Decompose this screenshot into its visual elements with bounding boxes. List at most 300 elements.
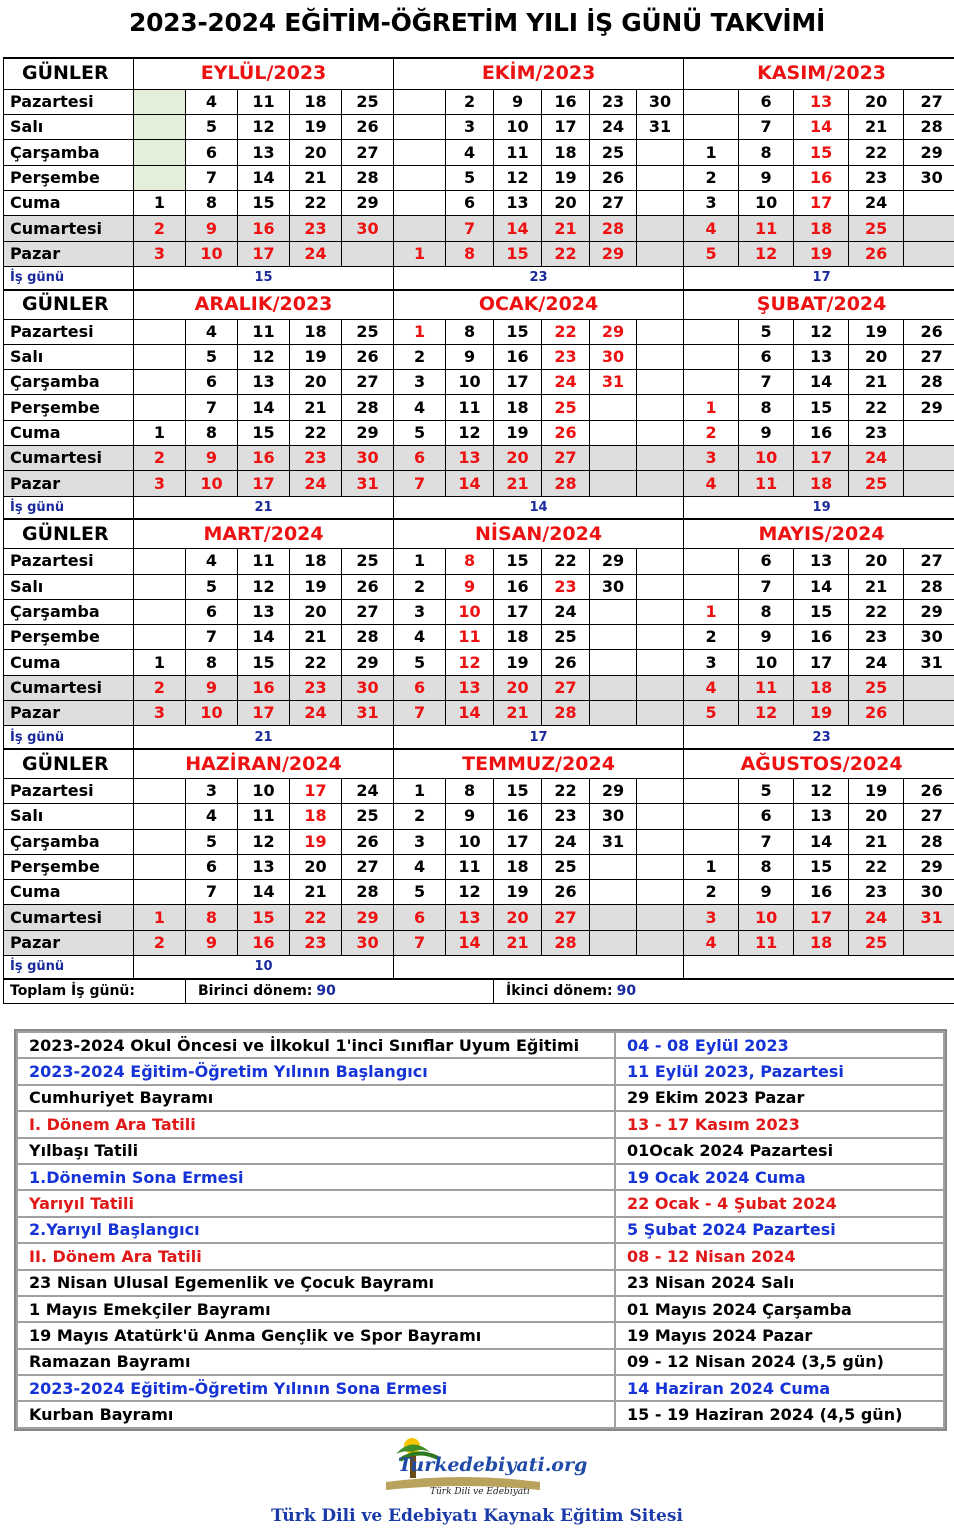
totals-label-text: Toplam İş günü: bbox=[10, 983, 135, 1000]
date-cell: 11 bbox=[739, 471, 794, 496]
event-date: 04 - 08 Eylül 2023 bbox=[615, 1032, 944, 1058]
day-name: Cumartesi bbox=[4, 905, 134, 930]
date-cell: 5 bbox=[684, 701, 739, 726]
totals-row bbox=[4, 979, 954, 1004]
date-cell: 20 bbox=[542, 191, 590, 216]
month-title: ARALIK/2023 bbox=[134, 290, 394, 319]
date-cell: 16 bbox=[794, 625, 849, 650]
date-cell bbox=[134, 599, 186, 624]
date-cell: 17 bbox=[794, 905, 849, 930]
work-days-value: 23 bbox=[684, 726, 954, 749]
date-cell bbox=[394, 140, 446, 165]
date-cell: 29 bbox=[590, 778, 637, 803]
date-cell: 14 bbox=[446, 701, 494, 726]
date-cell: 25 bbox=[542, 395, 590, 420]
date-cell bbox=[134, 395, 186, 420]
event-name: 1.Dönemin Sona Ermesi bbox=[17, 1164, 615, 1190]
event-date: 08 - 12 Nisan 2024 bbox=[615, 1243, 944, 1269]
work-days-value: 21 bbox=[134, 496, 394, 519]
date-cell: 19 bbox=[794, 241, 849, 266]
date-cell: 26 bbox=[342, 574, 394, 599]
date-cell: 11 bbox=[238, 319, 290, 344]
date-cell: 8 bbox=[186, 650, 238, 675]
second-term-label: İkinci dönem: bbox=[506, 983, 613, 1000]
date-cell: 30 bbox=[590, 344, 637, 369]
date-cell: 8 bbox=[446, 778, 494, 803]
date-cell: 19 bbox=[494, 650, 542, 675]
date-cell: 28 bbox=[904, 829, 954, 854]
date-cell: 24 bbox=[849, 191, 904, 216]
event-date: 19 Mayıs 2024 Pazar bbox=[615, 1322, 944, 1348]
date-cell: 31 bbox=[637, 115, 684, 140]
date-cell bbox=[394, 165, 446, 190]
date-cell: 17 bbox=[494, 829, 542, 854]
day-row bbox=[4, 701, 954, 726]
date-cell: 28 bbox=[342, 625, 394, 650]
date-cell: 14 bbox=[446, 471, 494, 496]
date-cell: 12 bbox=[238, 574, 290, 599]
date-cell: 25 bbox=[849, 675, 904, 700]
date-cell: 11 bbox=[238, 549, 290, 574]
date-cell: 15 bbox=[494, 549, 542, 574]
work-days-value: 15 bbox=[134, 266, 394, 289]
work-days-label: İş günü bbox=[4, 496, 134, 519]
date-cell bbox=[637, 880, 684, 905]
date-cell: 24 bbox=[849, 905, 904, 930]
date-cell: 31 bbox=[904, 905, 954, 930]
logo-subtext: Türk Dili ve Edebiyatı bbox=[430, 1487, 530, 1497]
month-title: AĞUSTOS/2024 bbox=[684, 749, 954, 778]
date-cell: 26 bbox=[542, 650, 590, 675]
date-cell: 25 bbox=[342, 89, 394, 114]
date-cell: 19 bbox=[290, 344, 342, 369]
date-cell: 22 bbox=[849, 140, 904, 165]
date-cell: 10 bbox=[739, 191, 794, 216]
date-cell bbox=[637, 471, 684, 496]
date-cell: 27 bbox=[342, 599, 394, 624]
date-cell: 19 bbox=[849, 778, 904, 803]
date-cell: 13 bbox=[794, 804, 849, 829]
date-cell: 5 bbox=[446, 165, 494, 190]
date-cell: 21 bbox=[494, 471, 542, 496]
event-name: 2.Yarıyıl Başlangıcı bbox=[17, 1217, 615, 1243]
date-cell: 26 bbox=[590, 165, 637, 190]
date-cell bbox=[590, 905, 637, 930]
work-days-value: 10 bbox=[134, 956, 394, 979]
date-cell: 12 bbox=[494, 165, 542, 190]
site-logo[interactable] bbox=[378, 1432, 588, 1502]
day-name: Çarşamba bbox=[4, 599, 134, 624]
month-title: EKİM/2023 bbox=[394, 58, 684, 89]
date-cell: 30 bbox=[904, 880, 954, 905]
date-cell: 17 bbox=[290, 778, 342, 803]
work-days-row bbox=[4, 956, 954, 979]
date-cell: 20 bbox=[494, 446, 542, 471]
date-cell: 15 bbox=[794, 854, 849, 879]
day-name: Salı bbox=[4, 574, 134, 599]
days-header: GÜNLER bbox=[4, 749, 134, 778]
month-header-row bbox=[4, 519, 954, 548]
date-cell: 11 bbox=[739, 675, 794, 700]
date-cell: 17 bbox=[494, 599, 542, 624]
date-cell bbox=[637, 420, 684, 445]
date-cell: 17 bbox=[238, 471, 290, 496]
work-days-row bbox=[4, 266, 954, 289]
date-cell: 19 bbox=[542, 165, 590, 190]
date-cell: 7 bbox=[186, 395, 238, 420]
date-cell: 5 bbox=[186, 115, 238, 140]
event-row bbox=[17, 1270, 944, 1296]
day-row bbox=[4, 880, 954, 905]
day-row bbox=[4, 446, 954, 471]
day-name: Cumartesi bbox=[4, 446, 134, 471]
date-cell: 14 bbox=[238, 165, 290, 190]
date-cell bbox=[590, 625, 637, 650]
date-cell bbox=[590, 420, 637, 445]
date-cell bbox=[904, 241, 954, 266]
date-cell: 14 bbox=[446, 930, 494, 955]
date-cell: 31 bbox=[590, 370, 637, 395]
date-cell bbox=[134, 804, 186, 829]
date-cell: 11 bbox=[494, 140, 542, 165]
date-cell: 22 bbox=[290, 905, 342, 930]
date-cell bbox=[637, 395, 684, 420]
date-cell: 16 bbox=[794, 165, 849, 190]
event-date: 13 - 17 Kasım 2023 bbox=[615, 1111, 944, 1137]
event-date: 01 Mayıs 2024 Çarşamba bbox=[615, 1296, 944, 1322]
date-cell: 15 bbox=[238, 650, 290, 675]
day-name: Cuma bbox=[4, 191, 134, 216]
date-cell: 17 bbox=[794, 650, 849, 675]
month-title: MAYIS/2024 bbox=[684, 519, 954, 548]
date-cell bbox=[134, 574, 186, 599]
date-cell: 8 bbox=[446, 241, 494, 266]
date-cell: 6 bbox=[394, 905, 446, 930]
date-cell: 6 bbox=[394, 675, 446, 700]
date-cell: 3 bbox=[186, 778, 238, 803]
date-cell: 14 bbox=[794, 115, 849, 140]
date-cell bbox=[637, 650, 684, 675]
day-row bbox=[4, 115, 954, 140]
date-cell: 1 bbox=[684, 395, 739, 420]
day-row bbox=[4, 319, 954, 344]
date-cell: 13 bbox=[446, 446, 494, 471]
month-header-row bbox=[4, 749, 954, 778]
date-cell: 13 bbox=[794, 344, 849, 369]
date-cell: 22 bbox=[849, 599, 904, 624]
date-cell: 18 bbox=[494, 854, 542, 879]
date-cell bbox=[394, 89, 446, 114]
event-row bbox=[17, 1401, 944, 1428]
date-cell: 9 bbox=[494, 89, 542, 114]
date-cell: 10 bbox=[739, 905, 794, 930]
date-cell: 3 bbox=[446, 115, 494, 140]
date-cell: 23 bbox=[849, 420, 904, 445]
date-cell: 5 bbox=[739, 319, 794, 344]
date-cell: 25 bbox=[342, 804, 394, 829]
date-cell: 23 bbox=[290, 675, 342, 700]
date-cell bbox=[134, 370, 186, 395]
event-row bbox=[17, 1138, 944, 1164]
day-name: Pazartesi bbox=[4, 319, 134, 344]
date-cell: 30 bbox=[590, 574, 637, 599]
days-header: GÜNLER bbox=[4, 519, 134, 548]
event-name: 1 Mayıs Emekçiler Bayramı bbox=[17, 1296, 615, 1322]
date-cell: 23 bbox=[290, 930, 342, 955]
work-days-label: İş günü bbox=[4, 726, 134, 749]
date-cell: 9 bbox=[446, 804, 494, 829]
date-cell bbox=[637, 319, 684, 344]
first-term-total bbox=[186, 979, 494, 1004]
date-cell: 26 bbox=[342, 115, 394, 140]
date-cell: 5 bbox=[394, 650, 446, 675]
date-cell: 9 bbox=[739, 165, 794, 190]
date-cell bbox=[342, 241, 394, 266]
work-days-label: İş günü bbox=[4, 956, 134, 979]
date-cell: 23 bbox=[542, 344, 590, 369]
date-cell: 19 bbox=[290, 115, 342, 140]
date-cell bbox=[684, 344, 739, 369]
date-cell: 27 bbox=[542, 675, 590, 700]
month-title: OCAK/2024 bbox=[394, 290, 684, 319]
date-cell: 11 bbox=[446, 625, 494, 650]
date-cell: 19 bbox=[494, 420, 542, 445]
date-cell: 2 bbox=[684, 420, 739, 445]
date-cell: 18 bbox=[494, 625, 542, 650]
date-cell bbox=[637, 549, 684, 574]
date-cell: 3 bbox=[684, 650, 739, 675]
date-cell bbox=[684, 574, 739, 599]
event-date: 14 Haziran 2024 Cuma bbox=[615, 1375, 944, 1401]
date-cell: 15 bbox=[238, 905, 290, 930]
date-cell: 16 bbox=[794, 420, 849, 445]
work-days-label: İş günü bbox=[4, 266, 134, 289]
date-cell: 24 bbox=[542, 370, 590, 395]
date-cell: 21 bbox=[849, 574, 904, 599]
date-cell: 13 bbox=[794, 89, 849, 114]
date-cell: 18 bbox=[290, 89, 342, 114]
date-cell bbox=[637, 370, 684, 395]
date-cell bbox=[684, 829, 739, 854]
date-cell: 29 bbox=[342, 191, 394, 216]
date-cell bbox=[590, 471, 637, 496]
date-cell bbox=[637, 829, 684, 854]
date-cell: 25 bbox=[849, 471, 904, 496]
date-cell: 4 bbox=[446, 140, 494, 165]
event-name: 23 Nisan Ulusal Egemenlik ve Çocuk Bayramı bbox=[17, 1270, 615, 1296]
date-cell: 3 bbox=[394, 370, 446, 395]
date-cell: 22 bbox=[290, 650, 342, 675]
date-cell: 9 bbox=[739, 420, 794, 445]
date-cell: 15 bbox=[494, 241, 542, 266]
date-cell: 6 bbox=[739, 804, 794, 829]
date-cell: 17 bbox=[542, 115, 590, 140]
date-cell: 20 bbox=[849, 549, 904, 574]
date-cell: 2 bbox=[134, 930, 186, 955]
date-cell: 16 bbox=[238, 675, 290, 700]
date-cell: 18 bbox=[542, 140, 590, 165]
work-days-value bbox=[684, 956, 954, 979]
event-row bbox=[17, 1190, 944, 1216]
date-cell bbox=[590, 930, 637, 955]
day-name: Salı bbox=[4, 804, 134, 829]
date-cell: 2 bbox=[684, 165, 739, 190]
date-cell: 18 bbox=[290, 804, 342, 829]
date-cell: 1 bbox=[394, 778, 446, 803]
date-cell: 12 bbox=[446, 880, 494, 905]
date-cell: 12 bbox=[446, 420, 494, 445]
date-cell: 21 bbox=[290, 625, 342, 650]
date-cell: 28 bbox=[904, 115, 954, 140]
date-cell: 8 bbox=[446, 549, 494, 574]
date-cell: 7 bbox=[739, 829, 794, 854]
date-cell: 21 bbox=[849, 829, 904, 854]
event-row bbox=[17, 1322, 944, 1348]
date-cell bbox=[590, 599, 637, 624]
date-cell: 10 bbox=[446, 599, 494, 624]
date-cell: 26 bbox=[849, 241, 904, 266]
date-cell: 31 bbox=[342, 471, 394, 496]
date-cell: 13 bbox=[238, 370, 290, 395]
date-cell: 4 bbox=[186, 89, 238, 114]
date-cell bbox=[904, 471, 954, 496]
date-cell: 14 bbox=[494, 216, 542, 241]
date-cell bbox=[904, 420, 954, 445]
date-cell bbox=[394, 191, 446, 216]
date-cell: 16 bbox=[542, 89, 590, 114]
date-cell: 24 bbox=[290, 241, 342, 266]
date-cell: 24 bbox=[542, 599, 590, 624]
date-cell: 7 bbox=[739, 370, 794, 395]
date-cell: 14 bbox=[238, 880, 290, 905]
date-cell: 18 bbox=[794, 216, 849, 241]
date-cell: 6 bbox=[186, 599, 238, 624]
event-row bbox=[17, 1296, 944, 1322]
date-cell: 27 bbox=[542, 446, 590, 471]
date-cell: 27 bbox=[904, 549, 954, 574]
date-cell: 5 bbox=[394, 880, 446, 905]
date-cell: 10 bbox=[186, 241, 238, 266]
event-date: 09 - 12 Nisan 2024 (3,5 gün) bbox=[615, 1349, 944, 1375]
date-cell: 19 bbox=[794, 701, 849, 726]
date-cell: 6 bbox=[446, 191, 494, 216]
date-cell: 30 bbox=[590, 804, 637, 829]
date-cell bbox=[684, 804, 739, 829]
date-cell: 18 bbox=[794, 471, 849, 496]
date-cell: 21 bbox=[849, 370, 904, 395]
date-cell bbox=[637, 625, 684, 650]
day-name: Çarşamba bbox=[4, 140, 134, 165]
first-term-label: Birinci dönem: bbox=[198, 983, 313, 1000]
work-days-row bbox=[4, 496, 954, 519]
date-cell: 11 bbox=[739, 930, 794, 955]
date-cell: 29 bbox=[904, 854, 954, 879]
date-cell: 24 bbox=[290, 701, 342, 726]
date-cell: 14 bbox=[794, 370, 849, 395]
event-row bbox=[17, 1243, 944, 1269]
date-cell: 16 bbox=[238, 216, 290, 241]
date-cell: 5 bbox=[684, 241, 739, 266]
event-row bbox=[17, 1164, 944, 1190]
date-cell: 1 bbox=[394, 319, 446, 344]
day-row bbox=[4, 89, 954, 114]
date-cell bbox=[394, 115, 446, 140]
date-cell: 12 bbox=[739, 241, 794, 266]
date-cell: 28 bbox=[542, 471, 590, 496]
day-name: Perşembe bbox=[4, 165, 134, 190]
site-name: Türk Dili ve Edebiyatı Kaynak Eğitim Sitesi bbox=[271, 1506, 683, 1526]
date-cell: 29 bbox=[342, 905, 394, 930]
date-cell bbox=[637, 675, 684, 700]
date-cell bbox=[904, 191, 954, 216]
date-cell bbox=[637, 140, 684, 165]
date-cell: 15 bbox=[494, 778, 542, 803]
date-cell: 27 bbox=[904, 344, 954, 369]
date-cell: 12 bbox=[238, 829, 290, 854]
date-cell: 26 bbox=[849, 701, 904, 726]
month-title: EYLÜL/2023 bbox=[134, 58, 394, 89]
date-cell: 17 bbox=[238, 241, 290, 266]
date-cell: 16 bbox=[494, 574, 542, 599]
date-cell: 2 bbox=[394, 344, 446, 369]
date-cell: 20 bbox=[849, 89, 904, 114]
date-cell: 10 bbox=[238, 778, 290, 803]
date-cell: 25 bbox=[342, 549, 394, 574]
date-cell bbox=[134, 778, 186, 803]
date-cell: 29 bbox=[590, 549, 637, 574]
date-cell: 1 bbox=[684, 140, 739, 165]
date-cell: 10 bbox=[446, 829, 494, 854]
date-cell: 30 bbox=[342, 216, 394, 241]
date-cell: 11 bbox=[446, 395, 494, 420]
date-cell bbox=[590, 395, 637, 420]
date-cell bbox=[904, 446, 954, 471]
date-cell: 23 bbox=[849, 880, 904, 905]
day-name: Cuma bbox=[4, 650, 134, 675]
date-cell: 3 bbox=[394, 599, 446, 624]
date-cell: 12 bbox=[794, 319, 849, 344]
date-cell: 18 bbox=[794, 675, 849, 700]
date-cell: 9 bbox=[186, 216, 238, 241]
date-cell: 22 bbox=[542, 241, 590, 266]
date-cell: 6 bbox=[739, 549, 794, 574]
date-cell: 27 bbox=[342, 854, 394, 879]
first-term-value: 90 bbox=[316, 983, 336, 1000]
work-days-value: 19 bbox=[684, 496, 954, 519]
date-cell bbox=[590, 650, 637, 675]
date-cell: 5 bbox=[394, 420, 446, 445]
date-cell: 3 bbox=[394, 829, 446, 854]
day-name: Pazar bbox=[4, 930, 134, 955]
work-days-value bbox=[394, 956, 684, 979]
date-cell bbox=[637, 599, 684, 624]
date-cell: 11 bbox=[739, 216, 794, 241]
date-cell: 8 bbox=[739, 599, 794, 624]
day-row bbox=[4, 599, 954, 624]
date-cell: 22 bbox=[290, 191, 342, 216]
day-row bbox=[4, 395, 954, 420]
day-row bbox=[4, 241, 954, 266]
date-cell: 4 bbox=[684, 216, 739, 241]
date-cell: 10 bbox=[739, 650, 794, 675]
event-date: 22 Ocak - 4 Şubat 2024 bbox=[615, 1190, 944, 1216]
day-row bbox=[4, 165, 954, 190]
date-cell: 8 bbox=[186, 420, 238, 445]
date-cell: 22 bbox=[290, 420, 342, 445]
date-cell bbox=[134, 625, 186, 650]
date-cell bbox=[684, 370, 739, 395]
date-cell: 10 bbox=[494, 115, 542, 140]
